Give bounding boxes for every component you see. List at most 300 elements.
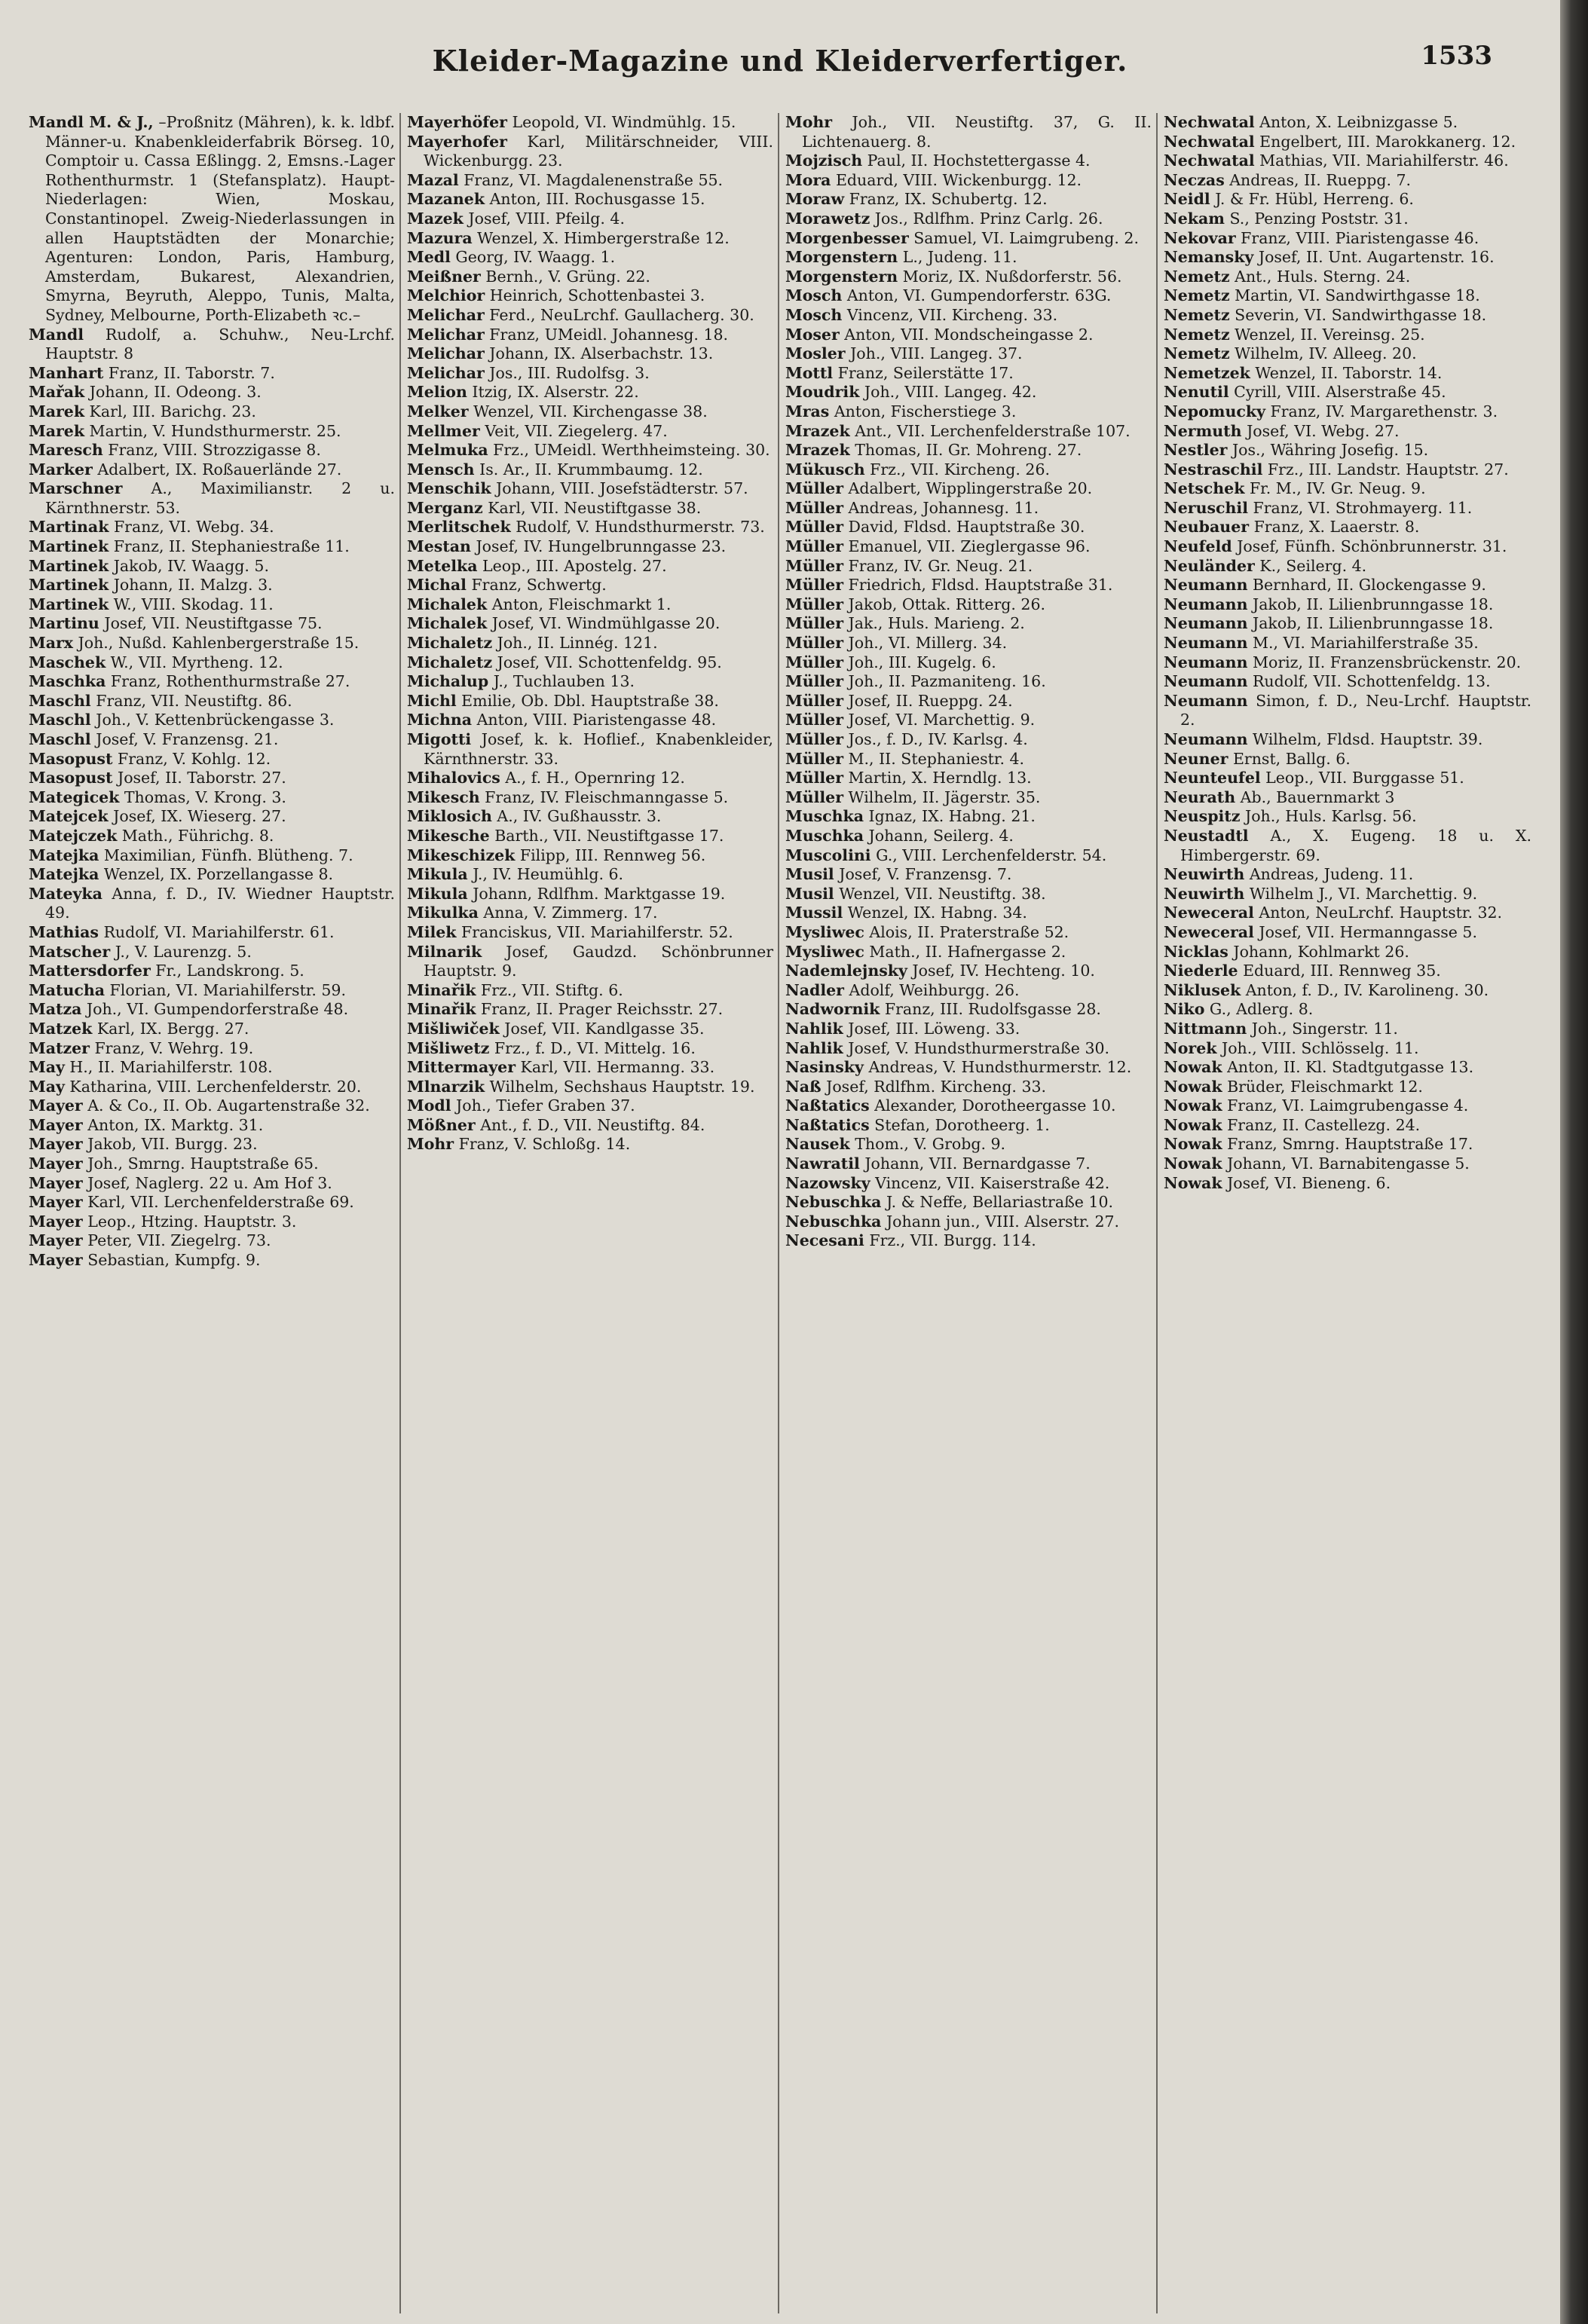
entry-name: Neweceral bbox=[1164, 904, 1254, 922]
entry-name: Mussil bbox=[785, 904, 843, 922]
entry-details: Rudolf, V. Hundsthurmerstr. 73. bbox=[510, 518, 765, 537]
directory-entry bbox=[785, 711, 1152, 730]
directory-entry bbox=[785, 769, 1152, 788]
entry-details: David, Fldsd. Hauptstraße 30. bbox=[843, 518, 1085, 537]
entry-details: Franz, V. Wehrg. 19. bbox=[89, 1038, 254, 1057]
entry-name: Moudrik bbox=[785, 383, 860, 402]
entry-details: Samuel, VI. Laimgrubeng. 2. bbox=[908, 228, 1139, 247]
directory-entry bbox=[1164, 634, 1531, 653]
entry-details: Josef, VII. Schottenfeldg. 95. bbox=[492, 653, 722, 671]
directory-entry bbox=[407, 402, 773, 422]
directory-entry bbox=[407, 846, 773, 866]
entry-details: Franz, Rothenthurmstraße 27. bbox=[106, 672, 350, 691]
entry-details: Itzig, IX. Alserstr. 22. bbox=[467, 383, 639, 402]
directory-entry bbox=[1164, 479, 1531, 499]
entry-name: Neuwirth bbox=[1164, 865, 1245, 884]
directory-entry bbox=[29, 769, 395, 788]
directory-entry bbox=[1164, 1116, 1531, 1136]
entry-name: Nowak bbox=[1164, 1077, 1222, 1096]
entry-details: Franz, V. Kohlg. 12. bbox=[112, 749, 271, 768]
entry-name: Niklusek bbox=[1164, 980, 1241, 999]
directory-entry bbox=[785, 344, 1152, 364]
directory-entry bbox=[29, 1116, 395, 1136]
entry-name: Mathias bbox=[29, 922, 99, 941]
directory-entry bbox=[407, 326, 773, 345]
directory-entry bbox=[29, 460, 395, 480]
directory-entry bbox=[407, 672, 773, 692]
entry-name: Neumann bbox=[1164, 653, 1248, 671]
entry-details: Anna, f. D., IV. Wiedner Hauptstr. 49. bbox=[45, 884, 395, 922]
directory-entry bbox=[29, 672, 395, 692]
directory-entry bbox=[407, 1000, 773, 1020]
entry-details: Leop., Htzing. Hauptstr. 3. bbox=[82, 1212, 297, 1231]
entry-details: Ab., Bauernmarkt 3 bbox=[1235, 787, 1395, 806]
entry-name: Mohr bbox=[407, 1135, 454, 1154]
directory-entry bbox=[1164, 827, 1531, 865]
entry-details: Wenzel, II. Vereinsg. 25. bbox=[1229, 325, 1425, 344]
entry-name: Müller bbox=[785, 556, 844, 575]
directory-entry bbox=[785, 1078, 1152, 1097]
entry-details: Franz, UMeidl. Johannesg. 18. bbox=[484, 325, 729, 344]
entry-name: Neruschil bbox=[1164, 498, 1248, 517]
entry-name: Mayer bbox=[29, 1115, 83, 1134]
entry-name: Mayer bbox=[29, 1173, 83, 1192]
entry-details: Florian, VI. Mariahilferstr. 59. bbox=[105, 980, 346, 999]
directory-entry bbox=[1164, 923, 1531, 943]
entry-name: Nowak bbox=[1164, 1135, 1222, 1154]
entry-details: Thomas, II. Gr. Mohreng. 27. bbox=[849, 441, 1082, 460]
directory-entry bbox=[407, 306, 773, 326]
entry-details: Anna, V. Zimmerg. 17. bbox=[478, 904, 658, 922]
directory-entry bbox=[29, 634, 395, 653]
entry-details: Joh., II. Pazmaniteng. 16. bbox=[843, 672, 1046, 691]
directory-entry bbox=[1164, 653, 1531, 673]
entry-name: Moser bbox=[785, 325, 840, 344]
entry-name: Mazura bbox=[407, 228, 473, 247]
page-number: 1533 bbox=[1421, 41, 1492, 71]
entry-details: Wilhelm, IV. Alleeg. 20. bbox=[1229, 344, 1417, 363]
entry-details: Ferd., NeuLrchf. Gaullacherg. 30. bbox=[484, 305, 754, 324]
entry-details: Barth., VII. Neustiftgasse 17. bbox=[489, 826, 724, 845]
directory-entry bbox=[1164, 769, 1531, 788]
directory-entry bbox=[407, 788, 773, 808]
entry-name: Martinu bbox=[29, 614, 99, 633]
entry-name: Mandl bbox=[29, 325, 84, 344]
entry-details: Jakob, II. Lilienbrunngasse 18. bbox=[1247, 595, 1494, 613]
entry-name: Menschik bbox=[407, 479, 491, 498]
entry-details: Anton, IX. Marktg. 31. bbox=[82, 1115, 264, 1134]
directory-entry bbox=[785, 1174, 1152, 1194]
entry-name: Musil bbox=[785, 865, 834, 884]
entry-details: Frz., f. D., VI. Mittelg. 16. bbox=[489, 1038, 696, 1057]
entry-name: Martinek bbox=[29, 595, 109, 613]
entry-name: Neuwirth bbox=[1164, 884, 1245, 903]
directory-entry bbox=[29, 1154, 395, 1174]
directory-entry bbox=[407, 441, 773, 460]
entry-name: Michalek bbox=[407, 614, 488, 633]
directory-entry bbox=[407, 1058, 773, 1078]
directory-entry bbox=[407, 133, 773, 171]
entry-details: Joh., VIII. Schlösselg. 11. bbox=[1216, 1038, 1419, 1057]
column-3 bbox=[779, 113, 1158, 2313]
entry-details: Karl, Militärschneider, VIII. Wickenburgg. 23. bbox=[424, 132, 773, 170]
directory-entry bbox=[407, 595, 773, 615]
entry-details: J., IV. Heumühlg. 6. bbox=[467, 865, 624, 884]
directory-entry bbox=[785, 422, 1152, 442]
directory-entry bbox=[29, 326, 395, 364]
entry-name: Matzer bbox=[29, 1038, 90, 1057]
directory-entry bbox=[29, 788, 395, 808]
entry-details: H., II. Mariahilferstr. 108. bbox=[64, 1058, 273, 1077]
directory-entry bbox=[29, 1251, 395, 1271]
entry-details: Cyrill, VIII. Alserstraße 45. bbox=[1228, 383, 1446, 402]
entry-name: Müller bbox=[785, 711, 844, 729]
entry-name: Nademlejnsky bbox=[785, 962, 907, 980]
directory-entry bbox=[407, 923, 773, 943]
directory-entry bbox=[407, 268, 773, 287]
entry-details: Rudolf, a. Schuhw., Neu-Lrchf. Hauptstr. 8 bbox=[45, 325, 395, 363]
entry-details: Franz, II. Taborstr. 7. bbox=[103, 363, 275, 382]
entry-name: Maschka bbox=[29, 672, 106, 691]
entry-details: Mathias, VII. Mariahilferstr. 46. bbox=[1254, 151, 1509, 170]
directory-entry bbox=[785, 730, 1152, 750]
directory-entry bbox=[1164, 576, 1531, 595]
entry-name: Nahlik bbox=[785, 1038, 843, 1057]
directory-entry bbox=[785, 113, 1152, 151]
directory-entry bbox=[785, 518, 1152, 537]
entry-name: Mikula bbox=[407, 884, 468, 903]
entry-details: Simon, f. D., Neu-Lrchf. Hauptstr. 2. bbox=[1180, 691, 1531, 729]
entry-details: Georg, IV. Waagg. 1. bbox=[450, 248, 616, 267]
entry-name: Melion bbox=[407, 383, 467, 402]
entry-name: Neczas bbox=[1164, 170, 1225, 189]
entry-details: Anton, Fleischmarkt 1. bbox=[487, 595, 672, 613]
directory-entry bbox=[407, 1096, 773, 1116]
entry-name: Müller bbox=[785, 749, 844, 768]
entry-details: Franz, VI. Strohmayerg. 11. bbox=[1248, 498, 1473, 517]
directory-entry bbox=[785, 672, 1152, 692]
directory-entry bbox=[407, 865, 773, 885]
directory-entry bbox=[785, 1039, 1152, 1059]
entry-name: Nowak bbox=[1164, 1058, 1222, 1077]
entry-details: Veit, VII. Ziegelerg. 47. bbox=[479, 421, 668, 440]
entry-name: Neweceral bbox=[1164, 922, 1254, 941]
entry-details: Franz, X. Laaerstr. 8. bbox=[1249, 518, 1420, 537]
directory-entry bbox=[1164, 1000, 1531, 1020]
entry-name: Michaletz bbox=[407, 653, 493, 671]
directory-entry bbox=[1164, 730, 1531, 750]
directory-entry bbox=[785, 807, 1152, 827]
directory-entry bbox=[29, 750, 395, 769]
entry-name: Mayerhofer bbox=[407, 132, 507, 151]
entry-details: Joh., Nußd. Kahlenbergerstraße 15. bbox=[73, 634, 360, 653]
directory-entry bbox=[785, 1135, 1152, 1154]
entry-details: Engelbert, III. Marokkanerg. 12. bbox=[1254, 132, 1516, 151]
entry-name: Morgenbesser bbox=[785, 228, 909, 247]
page-header bbox=[0, 41, 1560, 96]
directory-entry bbox=[1164, 672, 1531, 692]
entry-name: Neumann bbox=[1164, 730, 1248, 748]
entry-details: Karl, VII. Lerchenfelderstraße 69. bbox=[82, 1193, 354, 1212]
entry-name: Moraw bbox=[785, 190, 845, 209]
directory-entry bbox=[407, 422, 773, 442]
directory-entry bbox=[29, 981, 395, 1001]
directory-entry bbox=[407, 1116, 773, 1136]
directory-entry bbox=[1164, 1174, 1531, 1194]
entry-details: Franz, VI. Magdalenenstraße 55. bbox=[458, 170, 724, 189]
entry-details: Josef, IV. Hechteng. 10. bbox=[907, 962, 1095, 980]
entry-name: Merlitschek bbox=[407, 518, 511, 537]
entry-details: Jos., III. Rudolfsg. 3. bbox=[484, 363, 650, 382]
entry-name: May bbox=[29, 1077, 65, 1096]
entry-details: Joh., VI. Millerg. 34. bbox=[843, 634, 1008, 653]
directory-entry bbox=[407, 807, 773, 827]
directory-entry bbox=[29, 383, 395, 402]
entry-name: Nawratil bbox=[785, 1154, 860, 1173]
entry-details: Franz, Smrng. Hauptstraße 17. bbox=[1222, 1135, 1473, 1154]
entry-details: Franz, II. Castellezg. 24. bbox=[1222, 1115, 1421, 1134]
entry-details: Franz, VI. Laimgrubengasse 4. bbox=[1222, 1096, 1469, 1115]
directory-entry bbox=[1164, 268, 1531, 287]
directory-entry bbox=[29, 1193, 395, 1212]
directory-entry bbox=[785, 151, 1152, 171]
directory-entry bbox=[785, 981, 1152, 1001]
directory-entry bbox=[1164, 943, 1531, 962]
entry-name: Michalup bbox=[407, 672, 489, 691]
entry-details: Is. Ar., II. Krummbaumg. 12. bbox=[474, 460, 703, 479]
entry-name: Müller bbox=[785, 787, 844, 806]
entry-details: Anton, II. Kl. Stadtgutgasse 13. bbox=[1222, 1058, 1474, 1077]
directory-entry bbox=[29, 1174, 395, 1194]
entry-details: Fr. M., IV. Gr. Neug. 9. bbox=[1244, 479, 1426, 498]
entry-name: Nermuth bbox=[1164, 421, 1242, 440]
entry-name: Maschl bbox=[29, 730, 91, 748]
directory-entry bbox=[1164, 788, 1531, 808]
entry-details: Thom., V. Grobg. 9. bbox=[849, 1135, 1006, 1154]
directory-entry bbox=[785, 923, 1152, 943]
entry-details: Joh., V. Kettenbrückengasse 3. bbox=[90, 711, 335, 729]
entry-details: Bernhard, II. Glockengasse 9. bbox=[1247, 576, 1486, 595]
directory-entry bbox=[407, 557, 773, 576]
entry-name: Mora bbox=[785, 170, 831, 189]
entry-name: Naßtatics bbox=[785, 1115, 870, 1134]
entry-details: Josef, Naglerg. 22 u. Am Hof 3. bbox=[82, 1173, 332, 1192]
entry-details: Fr., Landskrong. 5. bbox=[150, 962, 304, 980]
entry-details: Adolf, Weihburgg. 26. bbox=[844, 980, 1020, 999]
entry-details: Johann, II. Odeong. 3. bbox=[84, 383, 262, 402]
entry-name: Nemetz bbox=[1164, 305, 1230, 324]
entry-details: Johann, Seilerg. 4. bbox=[864, 826, 1014, 845]
directory-entry bbox=[1164, 190, 1531, 209]
entry-name: Nestraschil bbox=[1164, 460, 1263, 479]
entry-details: Josef, VII. Hermanngasse 5. bbox=[1253, 922, 1477, 941]
entry-details: Franz, IX. Schubertg. 12. bbox=[844, 190, 1048, 209]
entry-details: Emilie, Ob. Dbl. Hauptstraße 38. bbox=[456, 691, 719, 710]
entry-name: Maresch bbox=[29, 441, 103, 460]
entry-name: Mosch bbox=[785, 305, 843, 324]
entry-details: Johann, VI. Barnabitengasse 5. bbox=[1222, 1154, 1470, 1173]
entry-details: Josef, k. k. Hoflief., Knabenkleider, Kärnthnerstr. 33. bbox=[424, 730, 773, 768]
entry-details: Jos., f. D., IV. Karlsg. 4. bbox=[843, 730, 1028, 748]
directory-entry bbox=[407, 981, 773, 1001]
entry-details: Josef, Fünfh. Schönbrunnerstr. 31. bbox=[1232, 537, 1507, 556]
directory-entry bbox=[785, 846, 1152, 866]
entry-details: Franz, VII. Neustiftg. 86. bbox=[90, 691, 292, 710]
directory-entry bbox=[785, 326, 1152, 345]
entry-details: Martin, V. Hundsthurmerstr. 25. bbox=[84, 421, 341, 440]
entry-details: Paul, II. Hochstettergasse 4. bbox=[862, 151, 1091, 170]
directory-entry bbox=[1164, 460, 1531, 480]
entry-name: Nekam bbox=[1164, 209, 1225, 228]
entry-name: Melmuka bbox=[407, 441, 488, 460]
directory-entry bbox=[407, 614, 773, 634]
entry-details: Vincenz, VII. Kircheng. 33. bbox=[842, 305, 1058, 324]
entry-name: Nowak bbox=[1164, 1096, 1222, 1115]
directory-entry bbox=[29, 422, 395, 442]
directory-entry bbox=[785, 441, 1152, 460]
entry-details: Josef, IX. Wieserg. 27. bbox=[108, 807, 286, 826]
entry-details: Anton, f. D., IV. Karolineng. 30. bbox=[1241, 980, 1489, 999]
entry-name: Neurath bbox=[1164, 787, 1236, 806]
entry-name: Neumann bbox=[1164, 576, 1248, 595]
entry-details: Franz, Seilerstätte 17. bbox=[833, 363, 1014, 382]
entry-name: Mosch bbox=[785, 286, 843, 305]
entry-details: Johann, Rdlfhm. Marktgasse 19. bbox=[467, 884, 726, 903]
directory-entry bbox=[29, 885, 395, 923]
entry-details: Adalbert, IX. Roßauerlände 27. bbox=[92, 460, 342, 479]
entry-name: Nenutil bbox=[1164, 383, 1229, 402]
directory-entry bbox=[785, 788, 1152, 808]
directory-entry bbox=[29, 730, 395, 750]
entry-details: Anton, NeuLrchf. Hauptstr. 32. bbox=[1253, 904, 1503, 922]
listing-columns bbox=[23, 113, 1538, 2313]
entry-details: J. & Neffe, Bellariastraße 10. bbox=[881, 1193, 1114, 1212]
entry-details: J., V. Laurenzg. 5. bbox=[110, 942, 252, 961]
entry-details: Martin, X. Herndlg. 13. bbox=[843, 769, 1032, 787]
directory-entry bbox=[29, 1058, 395, 1078]
entry-details: Joh., Smrng. Hauptstraße 65. bbox=[82, 1154, 319, 1173]
entry-details: Ant., VII. Lerchenfelderstraße 107. bbox=[849, 421, 1131, 440]
entry-name: Mazek bbox=[407, 209, 464, 228]
directory-entry bbox=[785, 286, 1152, 306]
entry-details: Leop., VII. Burggasse 51. bbox=[1260, 769, 1464, 787]
directory-entry bbox=[785, 537, 1152, 557]
directory-entry bbox=[1164, 557, 1531, 576]
directory-entry bbox=[785, 692, 1152, 711]
entry-name: Milnarik bbox=[407, 942, 482, 961]
directory-entry bbox=[785, 1231, 1152, 1251]
directory-entry bbox=[407, 730, 773, 769]
directory-entry bbox=[785, 827, 1152, 846]
directory-entry bbox=[29, 1078, 395, 1097]
directory-entry bbox=[1164, 1020, 1531, 1039]
directory-entry bbox=[785, 190, 1152, 209]
directory-entry bbox=[29, 537, 395, 557]
entry-name: Mařak bbox=[29, 383, 85, 402]
directory-entry bbox=[407, 576, 773, 595]
directory-entry bbox=[29, 1020, 395, 1039]
entry-name: Mittermayer bbox=[407, 1058, 516, 1077]
entry-name: Metelka bbox=[407, 556, 478, 575]
entry-name: Meißner bbox=[407, 267, 481, 286]
directory-entry bbox=[785, 576, 1152, 595]
entry-name: Matzek bbox=[29, 1019, 93, 1038]
entry-name: Nemetz bbox=[1164, 325, 1230, 344]
directory-entry bbox=[29, 1212, 395, 1232]
entry-details: A., f. H., Opernring 12. bbox=[500, 769, 685, 787]
directory-entry bbox=[785, 904, 1152, 923]
entry-name: Matucha bbox=[29, 980, 106, 999]
entry-name: Müller bbox=[785, 634, 844, 653]
directory-entry bbox=[29, 943, 395, 962]
entry-name: Nebuschka bbox=[785, 1193, 882, 1212]
directory-entry bbox=[1164, 306, 1531, 326]
entry-details: Franz, V. Schloßg. 14. bbox=[454, 1135, 631, 1154]
entry-details: Brüder, Fleischmarkt 12. bbox=[1222, 1077, 1423, 1096]
directory-entry bbox=[1164, 286, 1531, 306]
directory-entry bbox=[785, 943, 1152, 962]
entry-name: Muschka bbox=[785, 807, 864, 826]
entry-details: Josef, VI. Bieneng. 6. bbox=[1222, 1173, 1391, 1192]
entry-name: Neumann bbox=[1164, 672, 1248, 691]
entry-details: Josef, VII. Neustiftgasse 75. bbox=[99, 614, 323, 633]
entry-name: Neumann bbox=[1164, 595, 1248, 613]
entry-name: Matejczek bbox=[29, 826, 118, 845]
directory-entry bbox=[785, 1154, 1152, 1174]
directory-entry bbox=[785, 1000, 1152, 1020]
entry-name: Müller bbox=[785, 498, 844, 517]
directory-entry bbox=[1164, 614, 1531, 634]
entry-details: J., Tuchlauben 13. bbox=[488, 672, 635, 691]
directory-entry bbox=[785, 402, 1152, 422]
directory-entry bbox=[1164, 151, 1531, 171]
directory-entry bbox=[1164, 209, 1531, 229]
entry-details: Karl, III. Barichg. 23. bbox=[84, 402, 256, 420]
entry-details: Andreas, Johannesg. 11. bbox=[843, 498, 1039, 517]
entry-name: Nemetzek bbox=[1164, 363, 1250, 382]
directory-entry bbox=[785, 557, 1152, 576]
entry-name: Mihalovics bbox=[407, 769, 500, 787]
column-4 bbox=[1158, 113, 1536, 2313]
directory-entry bbox=[29, 923, 395, 943]
entry-details: Anton, VI. Gumpendorferstr. 63G. bbox=[842, 286, 1112, 305]
entry-details: Joh., Singerstr. 11. bbox=[1247, 1019, 1398, 1038]
entry-name: Morawetz bbox=[785, 209, 870, 228]
entry-details: Katharina, VIII. Lerchenfelderstr. 20. bbox=[64, 1077, 362, 1096]
entry-details: Josef, II. Unt. Augartenstr. 16. bbox=[1253, 248, 1495, 267]
entry-name: Mrazek bbox=[785, 421, 850, 440]
entry-name: Michl bbox=[407, 691, 457, 710]
directory-entry bbox=[29, 711, 395, 730]
directory-entry bbox=[407, 286, 773, 306]
entry-name: Mategicek bbox=[29, 787, 120, 806]
entry-details: Johann, VIII. Josefstädterstr. 57. bbox=[491, 479, 748, 498]
entry-details: A., Maximilianstr. 2 u. Kärnthnerstr. 53. bbox=[45, 479, 395, 517]
directory-entry bbox=[785, 1116, 1152, 1136]
entry-details: Andreas, V. Hundsthurmerstr. 12. bbox=[863, 1058, 1132, 1077]
entry-details: Joh., VII. Neustiftg. 37, G. II. Lichtenauerg. 8. bbox=[802, 113, 1152, 151]
entry-name: Nebuschka bbox=[785, 1212, 882, 1231]
directory-entry bbox=[1164, 1096, 1531, 1116]
directory-entry bbox=[407, 383, 773, 402]
entry-name: Minařik bbox=[407, 980, 476, 999]
entry-name: Martinak bbox=[29, 518, 109, 537]
entry-details: Maximilian, Fünfh. Blütheng. 7. bbox=[99, 846, 353, 864]
entry-details: Moriz, IX. Nußdorferstr. 56. bbox=[898, 267, 1122, 286]
column-2 bbox=[401, 113, 779, 2313]
entry-name: Mayer bbox=[29, 1193, 83, 1212]
directory-entry bbox=[785, 1020, 1152, 1039]
